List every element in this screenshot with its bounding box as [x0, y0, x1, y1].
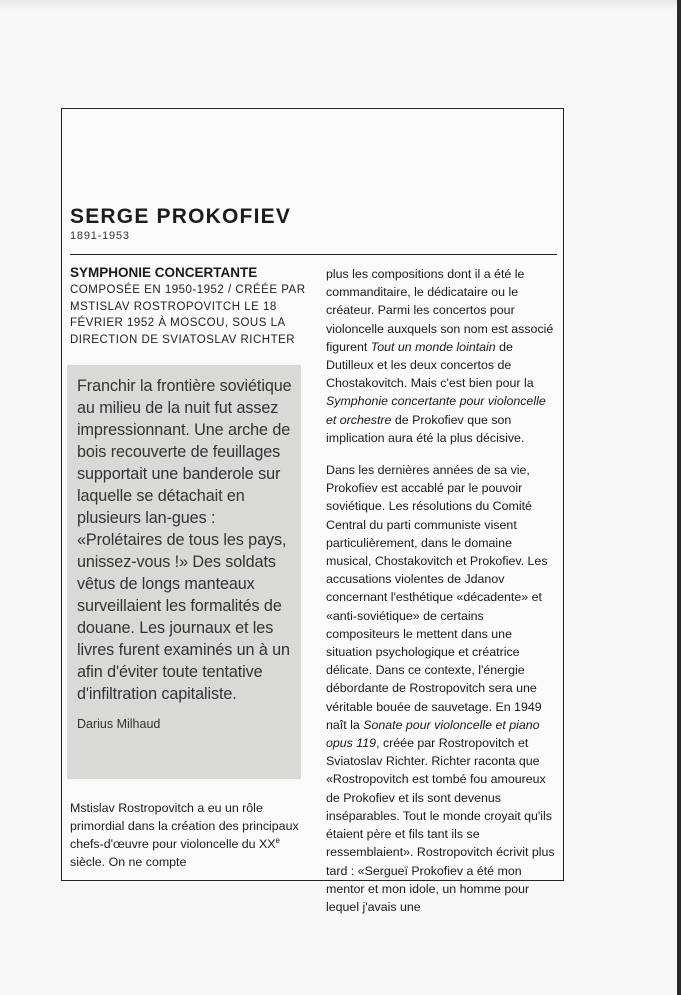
pull-quote — [67, 365, 301, 779]
left-column — [70, 265, 310, 348]
paragraph-1-text-c: de Prokofiev que son implication aura été la plus décisive. — [326, 412, 525, 445]
right-column — [326, 265, 558, 916]
paragraph-1-title-dutilleux: Tout un monde lointain — [370, 339, 496, 354]
composer-name: SERGE PROKOFIEV — [70, 205, 292, 228]
paragraph-1 — [326, 265, 558, 447]
header-divider — [70, 254, 557, 255]
page-right-edge — [677, 0, 681, 995]
work-title: SYMPHONIE CONCERTANTE — [70, 265, 258, 280]
paragraph-2-title-sonate: Sonate pour violoncelle et piano opus 119 — [326, 717, 540, 751]
work-meta: COMPOSÉE EN 1950-1952 / CRÉÉE PAR MSTISLAV ROSTROPOVITCH LE 18 FÉVRIER 1952 À MOSCOU, SOUS LA DIRECTION DE SVIATOSLAV RICHTER — [70, 284, 306, 346]
composer-header — [70, 205, 291, 242]
composer-dates: 1891-1953 — [70, 230, 130, 242]
quote-author: Darius Milhaud — [77, 717, 161, 731]
paragraph-1-text-a: plus les compositions dont il a été le commanditaire, le dédicataire ou le créateur. Parmi les concertos pour violoncelle auxquels son nom est associé figurent — [326, 267, 554, 354]
article-frame — [61, 108, 564, 914]
paragraph-1-title-symphonie: Symphonie concertante pour violoncelle et orchestre — [326, 394, 546, 427]
quote-text: Franchir la frontière soviétique au milieu de la nuit fut assez impressionnant. Une arche de bois recouverte de feuillages supportait une banderole sur laquelle se détachait en plusieurs lan-gues : «Prolétaires de tous les pays, unissez-vous !» Des soldats vêtus de longs manteaux surveillaient les formalités de douane. Les journaux et les livres furent examinés un à un afin d'éviter toute tentative d'infiltration capitaliste. — [77, 377, 292, 703]
intro-paragraph — [70, 799, 310, 871]
page-top-edge — [0, 0, 681, 10]
paragraph-2-text-b: , créée par Rostropovitch et Sviatoslav Richter. Richter raconta que «Rostropovitch est tombé fou amoureux de Prokofiev et ils sont devenus inséparables. Tout le monde croyait qu'ils étaient père et fils tant ils se ressemblaient». Rostropovitch écrivit plus tard : «Sergueï Prokofiev a été mon mentor et mon idole, un homme pour lequel j'avais une — [326, 736, 555, 914]
paragraph-2 — [326, 461, 558, 916]
paragraph-1-text-b: de Dutilleux et les deux concertos de Chostakovitch. Mais c'est bien pour la — [326, 339, 534, 391]
intro-text-end: siècle. On ne compte — [70, 855, 187, 869]
paragraph-2-text-a: Dans les dernières années de sa vie, Prokofiev est accablé par le pouvoir soviétique. Les résolutions du Comité Central du parti communiste visent particulièrement, dans le domaine musical, Chostakovitch et Prokofiev. Les accusations violentes de Jdanov concernant l'esthétique «décadente» et «anti-soviétique» de certains compositeurs le mettent dans une situation psychologique et créatrice délicate. Dans ce contexte, l'énergie débordante de Rostropovitch sera une véritable bouée de sauvetage. En 1949 naît la — [326, 463, 548, 732]
intro-superscript: e — [275, 835, 280, 845]
intro-text-start: Mstislav Rostropovitch a eu un rôle primordial dans la création des principaux chefs-d'œuvre pour violoncelle du XX — [70, 801, 299, 851]
